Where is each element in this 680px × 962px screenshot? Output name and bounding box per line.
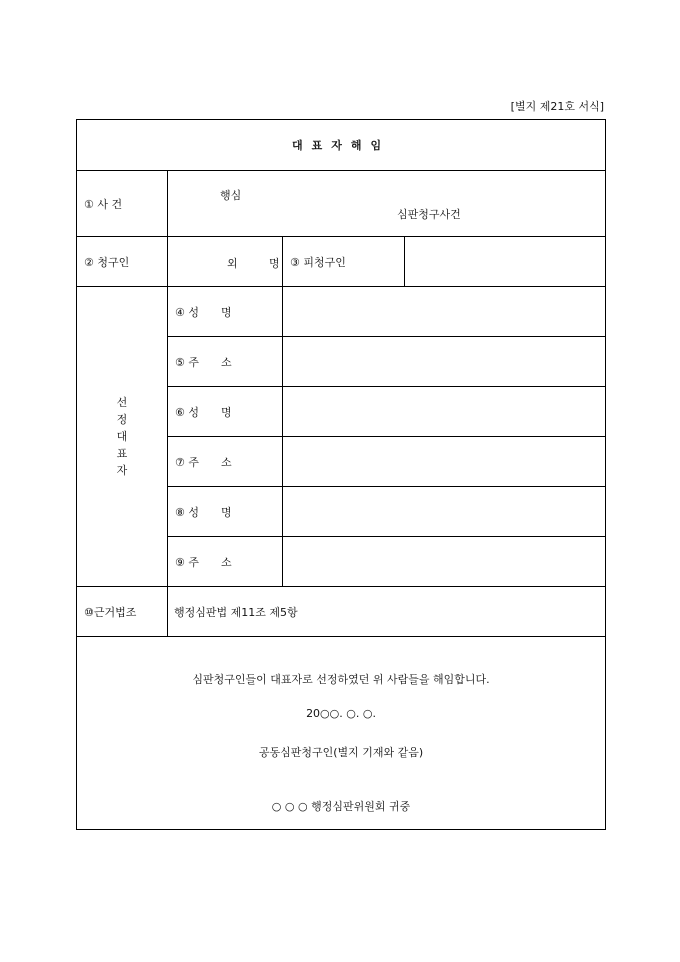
statement-signer: 공동심판청구인(별지 기재와 같음) (258, 746, 424, 759)
respondent-label: ③ 피청구인 (283, 237, 405, 287)
rep2-address-label: ⑦ 주 소 (168, 437, 283, 487)
case-field[interactable] (168, 171, 606, 237)
applicant-field[interactable] (168, 237, 283, 287)
rep1-address-field[interactable] (283, 337, 606, 387)
statement-date: 20○○. ○. ○. (306, 707, 376, 720)
form-title (77, 120, 606, 171)
rep1-name-field[interactable] (283, 287, 606, 337)
rep3-address-label: ⑨ 주 소 (168, 537, 283, 587)
basis-label: ⑩근거법조 (77, 587, 168, 637)
selected-representatives-label: 선 정 대 표 자 (77, 287, 168, 587)
rep1-name-label: ④ 성 명 (168, 287, 283, 337)
dismissal-form (76, 119, 606, 830)
applicant-count-suffix: 명 (269, 257, 280, 270)
rep2-address-field[interactable] (283, 437, 606, 487)
rep1-address-label: ⑤ 주 소 (168, 337, 283, 387)
case-prefix: 행심 (220, 189, 242, 202)
statement-block (77, 637, 606, 830)
rep2-name-field[interactable] (283, 387, 606, 437)
statement-text: 심판청구인들이 대표자로 선정하였던 위 사람들을 해임합니다. (192, 673, 490, 686)
form-number: [별지 제21호 서식] (510, 100, 604, 113)
basis-value: 행정심판법 제11조 제5항 (168, 587, 606, 637)
respondent-field[interactable] (405, 237, 606, 287)
case-label: ① 사 건 (77, 171, 168, 237)
rep3-address-field[interactable] (283, 537, 606, 587)
applicant-label: ② 청구인 (77, 237, 168, 287)
case-suffix: 심판청구사건 (397, 208, 461, 221)
applicant-others: 외 (227, 257, 238, 270)
rep3-name-field[interactable] (283, 487, 606, 537)
statement-addressee: ○ ○ ○ 행정심판위원회 귀중 (271, 800, 411, 813)
rep2-name-label: ⑥ 성 명 (168, 387, 283, 437)
rep3-name-label: ⑧ 성 명 (168, 487, 283, 537)
form-title-text: 대표자해임 (291, 139, 391, 152)
